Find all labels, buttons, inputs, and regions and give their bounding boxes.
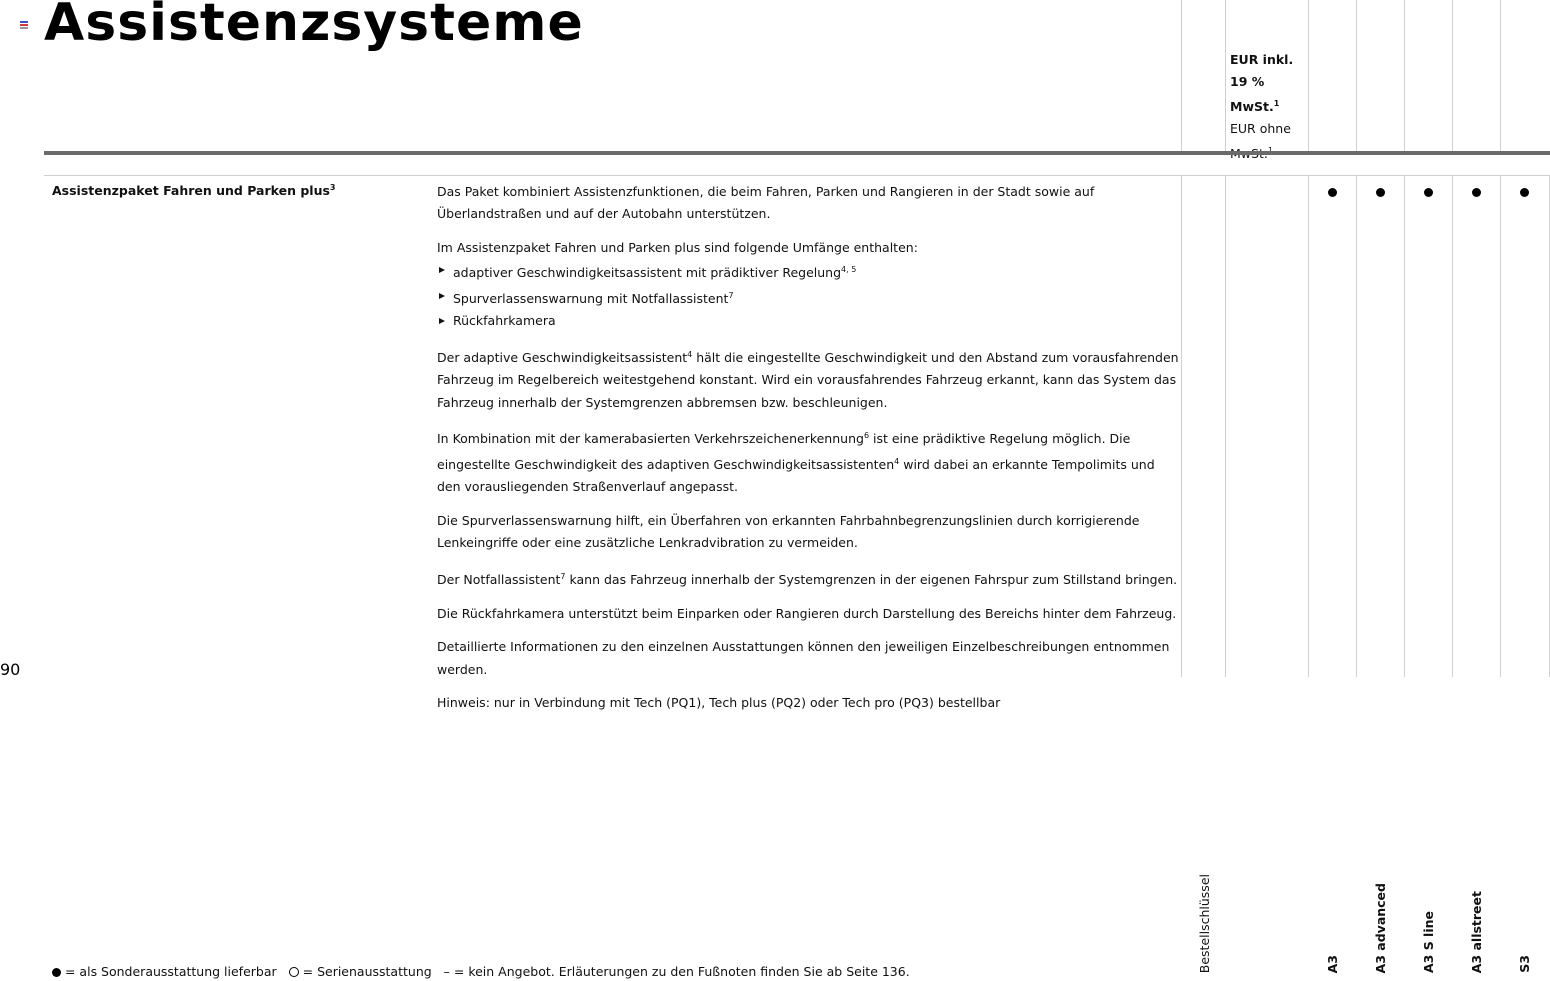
lane-paragraph: Die Spurverlassenswarnung hilft, ein Überfahren von erkannten Fahrbahnbegrenzungslinien durch korrigierende Lenkeingriffe oder eine zusätzliche Lenkradvibration zu vermeiden. [437,512,1140,551]
column-header-a3-advanced: A3 advanced [1373,882,1388,973]
filled-circle-icon [52,968,61,977]
column-header-a3-s-line: A3 S line [1421,910,1436,973]
contents-list [437,259,1179,332]
list-item: Rückfahrkamera [437,310,1179,332]
intro-paragraph: Das Paket kombiniert Assistenzfunktionen, die beim Fahren, Parken und Rangieren in der Stadt sowie auf Überlandstraßen und auf der Autobahn unterstützen. [437,184,1095,222]
row-divider [44,175,1550,176]
camera-paragraph: Die Rückfahrkamera unterstützt beim Einparken oder Rangieren durch Darstellung des Bereichs hinter dem Fahrzeug. [437,605,1177,621]
brand-flag-icon [20,21,28,30]
column-header-order-key: Bestellschlüssel [1197,873,1212,973]
acc-paragraph: Der adaptive Geschwindigkeitsassistent$^4$ hält die eingestellte Geschwindigkeit und den Abstand zum vorausfahrenden Fahrzeug im Regelbereich weitestgehend konstant. Wird ein vorausfahrendes Fahrzeug erkannt, kann das System das Fahrzeug innerhalb der Systemgrenzen abbremsen bzw. beschleunigen. [437,349,1179,410]
availability-a3-allstreet-icon [1472,188,1481,197]
details-paragraph: Detaillierte Informationen zu den einzelnen Ausstattungen können den jeweiligen Einzelbeschreibungen entnommen werden. [437,639,1170,677]
column-header-s3: S3 [1517,955,1532,973]
contents-heading: Im Assistenzpaket Fahren und Parken plus sind folgende Umfänge enthalten: [437,239,918,255]
column-header-a3-allstreet: A3 allstreet [1469,890,1484,973]
price-excl-label: EUR ohne [1230,121,1291,137]
hint-paragraph: Hinweis: nur in Verbindung mit Tech (PQ1), Tech plus (PQ2) oder Tech pro (PQ3) bestellbar [437,695,1001,711]
package-description [437,181,1179,726]
list-item: adaptiver Geschwindigkeitsassistent mit prädiktiver Regelung$^{4, 5}$ [437,259,1179,284]
header-divider [44,151,1550,155]
predictive-paragraph: In Kombination mit der kamerabasierten Verkehrszeichenerkennung$^6$ ist eine prädiktive Regelung möglich. Die eingestellte Geschwindigkeit des adaptiven Geschwindigkeitsassistenten$^4$ wird dabei an erkannte Tempolimits und den vorausliegenden Straßenverlauf angepasst. [437,431,1155,495]
availability-a3-s-line-icon [1424,188,1433,197]
legend: = als Sonderausstattung lieferbar = Serienausstattung – = kein Angebot. Erläuterungen zu den Fußnoten finden Sie ab Seite 136. [52,964,910,979]
emergency-paragraph: Der Notfallassistent$^7$ kann das Fahrzeug innerhalb der Systemgrenzen in der eigenen Fahrspur zum Stillstand bringen. [437,571,1178,588]
empty-circle-icon [289,967,299,977]
list-item: Spurverlassenswarnung mit Notfallassistent$^7$ [437,285,1179,310]
availability-a3-icon [1328,188,1337,197]
price-incl-label: EUR inkl. 19 % MwSt.$^1$ [1230,52,1294,115]
page-number: 90 [0,660,21,679]
column-header-a3: A3 [1325,954,1340,973]
package-name: Assistenzpaket Fahren und Parken plus$^3$ [52,183,336,199]
availability-s3-icon [1520,188,1529,197]
column-header-price [1230,49,1308,165]
page-title: Assistenzsysteme [44,0,584,53]
availability-a3-advanced-icon [1376,188,1385,197]
